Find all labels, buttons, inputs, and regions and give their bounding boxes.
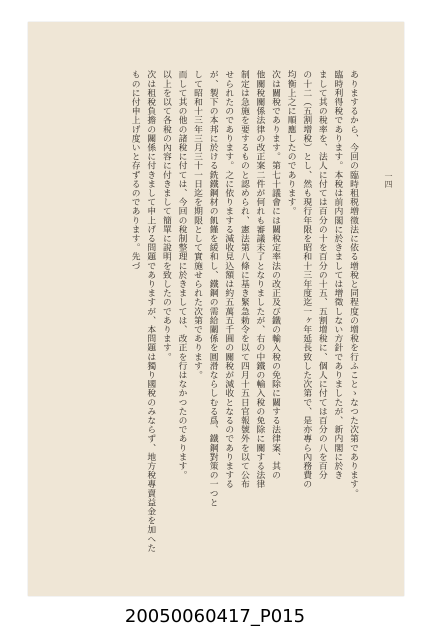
text-column: 臨時利得稅であります。本稅は前内閣に於きましては增徵しない方針でありましたが、新内閣に於き — [332, 70, 343, 480]
text-column: 均衡上之に順應したのであります。 — [285, 70, 296, 216]
text-column: して昭和十三年三月三十一日迄を期限として實施せられた次第であります。 — [192, 70, 203, 380]
text-column: の十二（五割增稅）とし、然も現行年限を昭和十三年度迄一ヶ年延長致した次第で、是亦專ら內務費の — [301, 70, 312, 489]
text-column: 制定は急施を要するものと認められ、憲法第八條に基き緊急勅令を以て四月十五日官報號外を以て公布 — [238, 70, 249, 489]
text-column: 以上を以て各稅の內容に付きまして簡單に說明を致したのであります。 — [160, 70, 171, 362]
text-column: 而して其の他の諸稅に付ては、今回の稅制整理に於きましては、改正を行はなかつたのであります。 — [176, 70, 187, 480]
text-column: 次は租稅負擔の關係に付きまして申上げる問題でありますが、本問題は獨り國稅のみならず、地方稅專賣益金を加へた — [145, 70, 156, 553]
image-caption: 20050060417_P015 — [124, 606, 306, 627]
scanned-page — [28, 22, 404, 596]
text-column: まして其の稅率を、法人に付ては百分の十を百分の十五、五割增稅に、個人に付ては百分の八を百分 — [316, 70, 327, 480]
text-column: ありまするから、今回の臨時租税増徵法に依る增稅と同程度の增稅を行ふことゝなつた次第であります。 — [348, 70, 358, 498]
text-column: 他關稅關係法律の改正案二件が何れも審議未了となりましたが、右の中鐵の輸入稅の免除に關する法律 — [254, 70, 265, 489]
text-column: 次は關稅であります。第七十議會には關稅定率法の改正及び鐵の輸入稅の免除に關する法律案、其の — [270, 70, 281, 480]
body-text — [126, 70, 360, 553]
text-column: せられたのであります。之に依りまする減收見込額は約五萬五千圓の關稅が減收となるのでありまする — [223, 70, 234, 489]
text-column: ものに付申上げ度いと存ずるのであります。先づ — [129, 70, 140, 271]
page-number: 一四 — [384, 172, 393, 188]
text-column: が、製下の本邦に於ける銑鐵鋼材の飢饉を緩和し、鐵鋼の需給關係を圓滑ならしむる爲、鐵鋼對策の一つと — [207, 70, 218, 507]
